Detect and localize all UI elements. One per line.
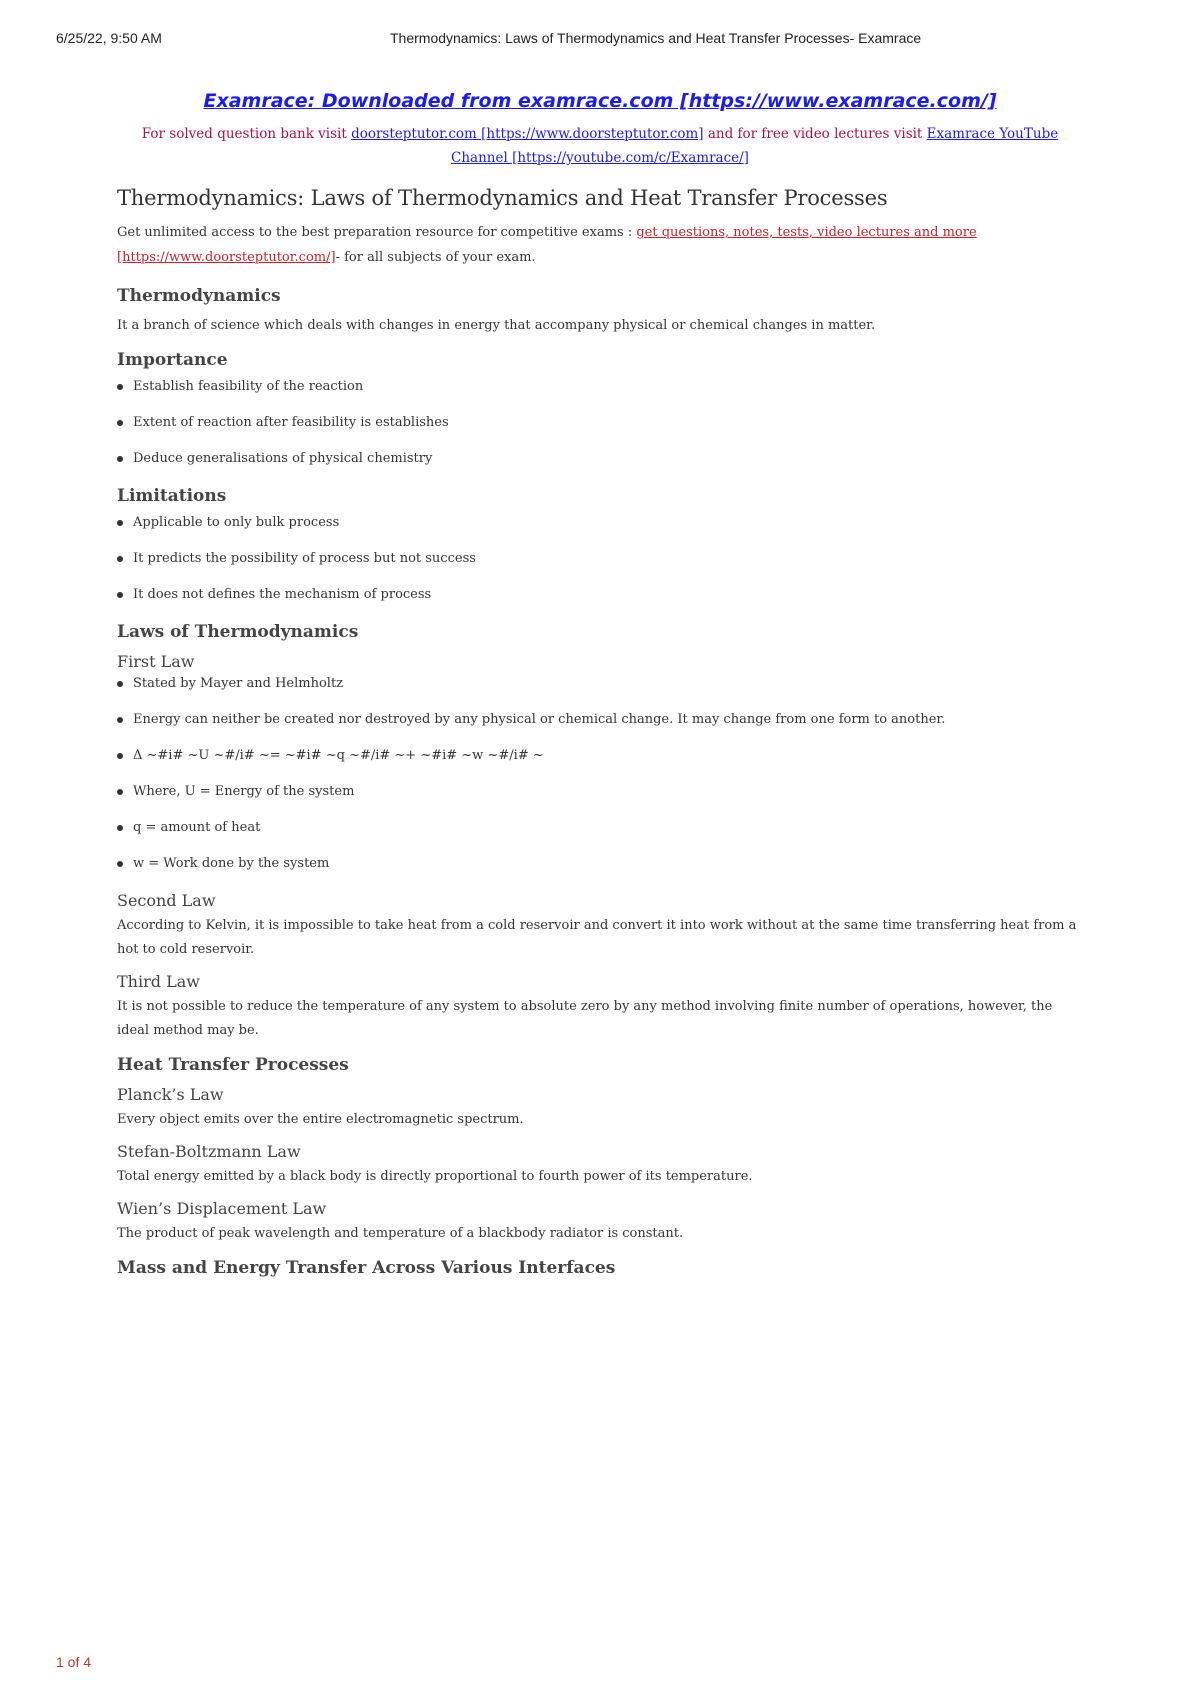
heading-thermodynamics: Thermodynamics — [117, 286, 281, 306]
heading-laws: Laws of Thermodynamics — [117, 622, 359, 642]
youtube-channel-link[interactable]: Examrace YouTube Channel [https://youtube.com/c/Examrace/] — [451, 126, 1059, 166]
heading-second-law: Second Law — [117, 891, 216, 910]
intro-text — [117, 220, 1083, 270]
list-item: Applicable to only bulk process — [117, 514, 1083, 532]
list-item: It does not defines the mechanism of process — [117, 586, 1083, 604]
heading-planck-law: Planck’s Law — [117, 1085, 224, 1104]
print-page-title: Thermodynamics: Laws of Thermodynamics and Heat Transfer Processes- Examrace — [390, 30, 922, 46]
list-item: q = amount of heat — [117, 819, 1083, 837]
list-item: Δ ~#i# ~U ~#/i# ~= ~#i# ~q ~#/i# ~+ ~#i# ~w ~#/i# ~ — [117, 747, 1083, 765]
importance-list — [117, 378, 1083, 468]
heading-wien-law: Wien’s Displacement Law — [117, 1199, 327, 1218]
list-item: w = Work done by the system — [117, 855, 1083, 873]
wien-law-text: The product of peak wavelength and temperature of a blackbody radiator is constant. — [117, 1226, 684, 1241]
intro-tail: - for all subjects of your exam. — [335, 250, 536, 265]
doorsteptutor-link[interactable]: doorsteptutor.com [https://www.doorsteptutor.com] — [351, 126, 704, 142]
examrace-banner-link[interactable]: Examrace: Downloaded from examrace.com [https://www.examrace.com/] — [203, 90, 997, 112]
thermodynamics-definition: It a branch of science which deals with changes in energy that accompany physical or chemical changes in matter. — [117, 318, 876, 333]
heading-importance: Importance — [117, 350, 228, 370]
third-law-text: It is not possible to reduce the temperature of any system to absolute zero by any method involving finite number of operations, however, the ideal method may be. — [117, 999, 1053, 1038]
list-item: Energy can neither be created nor destroyed by any physical or chemical change. It may change from one form to another. — [117, 711, 1083, 729]
list-item: Establish feasibility of the reaction — [117, 378, 1083, 396]
promo-lead: For solved question bank visit — [141, 126, 352, 142]
list-item: Stated by Mayer and Helmholtz — [117, 675, 1083, 693]
planck-law-text: Every object emits over the entire electromagnetic spectrum. — [117, 1112, 524, 1127]
page-counter: 1 of 4 — [56, 1654, 92, 1670]
heading-stefan-boltzmann-law: Stefan-Boltzmann Law — [117, 1142, 301, 1161]
heading-third-law: Third Law — [117, 972, 200, 991]
stefan-boltzmann-law-text: Total energy emitted by a black body is directly proportional to fourth power of its temperature. — [117, 1169, 753, 1184]
print-date: 6/25/22, 9:50 AM — [56, 30, 162, 46]
list-item: It predicts the possibility of process but not success — [117, 550, 1083, 568]
second-law-text: According to Kelvin, it is impossible to take heat from a cold reservoir and convert it into work without at the same time transferring heat from a hot to cold reservoir. — [117, 918, 1077, 957]
list-item: Deduce generalisations of physical chemistry — [117, 450, 1083, 468]
heading-limitations: Limitations — [117, 486, 227, 506]
print-header — [56, 30, 1144, 50]
intro-lead: Get unlimited access to the best preparation resource for competitive exams : — [117, 225, 637, 240]
heading-mass-energy-transfer: Mass and Energy Transfer Across Various Interfaces — [117, 1258, 616, 1278]
intro-link[interactable]: get questions, notes, tests, video lectures and more [https://www.doorsteptutor.com/] — [117, 225, 977, 265]
heading-heat-transfer: Heat Transfer Processes — [117, 1055, 349, 1075]
promo-line — [117, 122, 1083, 170]
list-item: Where, U = Energy of the system — [117, 783, 1083, 801]
article-title: Thermodynamics: Laws of Thermodynamics and Heat Transfer Processes — [117, 186, 888, 210]
document-content — [117, 90, 1083, 1286]
heading-first-law: First Law — [117, 652, 195, 671]
list-item: Extent of reaction after feasibility is establishes — [117, 414, 1083, 432]
examrace-banner — [117, 90, 1083, 112]
limitations-list — [117, 514, 1083, 604]
promo-middle: and for free video lectures visit — [703, 126, 927, 142]
first-law-list — [117, 675, 1083, 873]
